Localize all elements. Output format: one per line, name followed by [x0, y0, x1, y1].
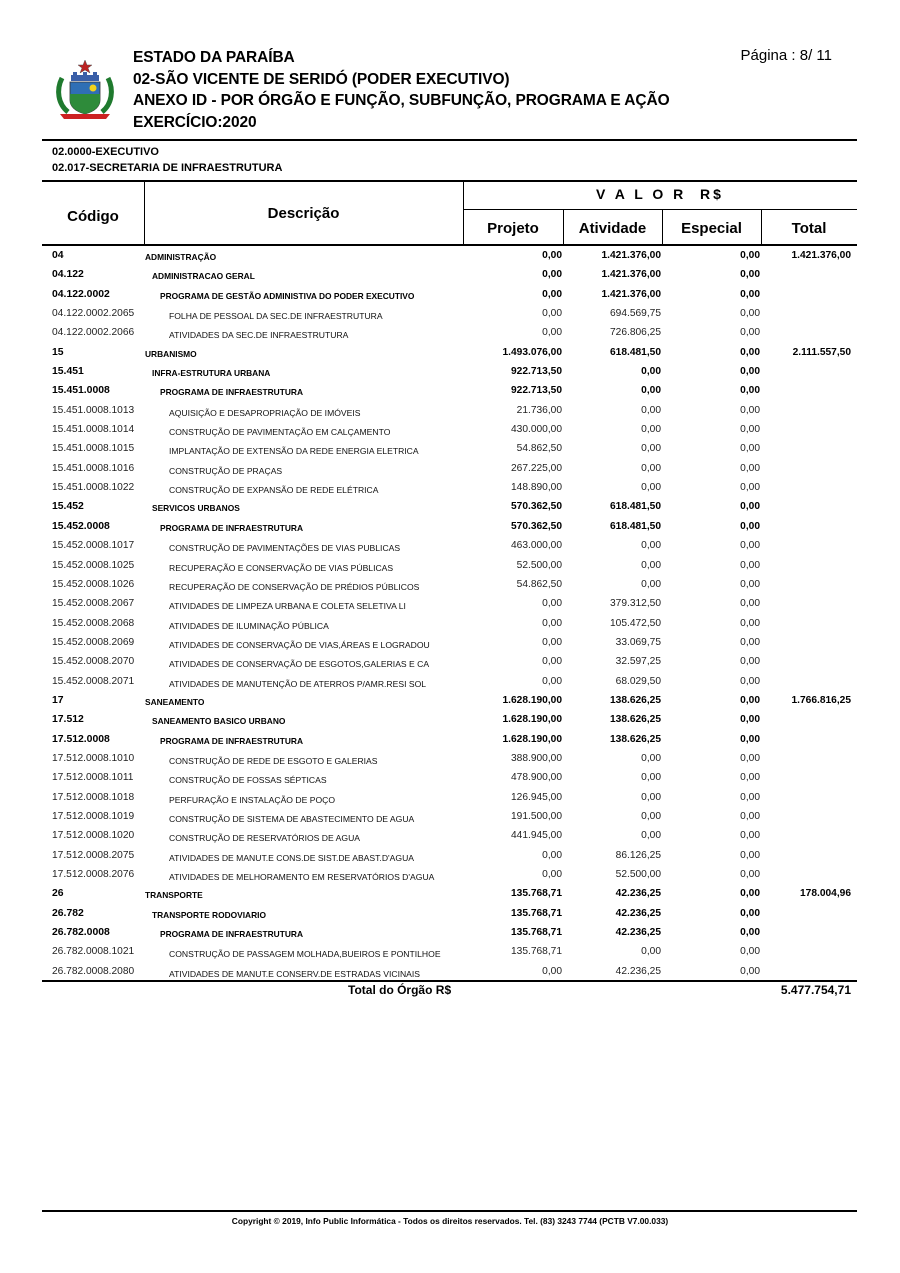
row-code: 04.122.0002.2066: [52, 327, 135, 339]
row-especial: 0,00: [740, 559, 760, 571]
report-title: ANEXO ID - POR ÓRGÃO E FUNÇÃO, SUBFUNÇÃO, PROGRAMA E AÇÃO: [133, 92, 670, 109]
row-atividade: 0,00: [641, 404, 661, 416]
table-row: [42, 750, 857, 769]
table-row: [42, 498, 857, 517]
row-description: ATIVIDADES DE MANUT.E CONSERV.DE ESTRADAS VICINAIS: [169, 968, 421, 979]
row-atividade: 0,00: [641, 366, 661, 378]
table-row: [42, 382, 857, 401]
row-description: ATIVIDADES DA SEC.DE INFRAESTRUTURA: [169, 330, 349, 341]
table-row: [42, 885, 857, 904]
header-valor: V A L O R R$: [596, 186, 724, 202]
row-projeto: 135.768,71: [511, 888, 562, 900]
row-code: 15.451.0008.1013: [52, 404, 135, 416]
row-total: 1.766.816,25: [791, 694, 851, 706]
row-projeto: 0,00: [542, 308, 562, 320]
row-especial: 0,00: [740, 482, 760, 494]
table-row: [42, 595, 857, 614]
table-row: [42, 615, 857, 634]
table-row: [42, 460, 857, 479]
row-atividade: 1.421.376,00: [601, 250, 661, 261]
row-description: ATIVIDADES DE CONSERVAÇÃO DE VIAS,ÁREAS E LOGRADOU: [169, 639, 430, 650]
row-projeto: 0,00: [542, 636, 562, 648]
row-code: 26.782.0008.2080: [52, 965, 135, 977]
row-description: CONSTRUÇÃO DE PRAÇAS: [169, 465, 283, 476]
row-code: 15.451.0008.1015: [52, 443, 135, 455]
table-row: [42, 537, 857, 556]
row-description: SANEAMENTO: [145, 696, 205, 707]
row-projeto: 388.900,00: [511, 752, 562, 764]
row-description: RECUPERAÇÃO DE CONSERVAÇÃO DE PRÉDIOS PÚBLICOS: [169, 581, 420, 592]
row-especial: 0,00: [740, 714, 760, 726]
row-atividade: 0,00: [641, 559, 661, 571]
row-atividade: 0,00: [641, 385, 661, 397]
table-row: [42, 247, 857, 266]
state-name: ESTADO DA PARAÍBA: [133, 49, 295, 66]
row-especial: 0,00: [740, 288, 760, 300]
row-description: ATIVIDADES DE ILUMINAÇÃO PÚBLICA: [169, 620, 329, 631]
row-projeto: 148.890,00: [511, 482, 562, 494]
row-projeto: 0,00: [542, 327, 562, 339]
table-body: [42, 247, 857, 982]
row-atividade: 68.029,50: [615, 675, 661, 687]
table-row: [42, 673, 857, 692]
row-atividade: 618.481,50: [610, 346, 661, 358]
row-description: FOLHA DE PESSOAL DA SEC.DE INFRAESTRUTURA: [169, 311, 383, 322]
coat-of-arms-logo: [54, 58, 116, 122]
table-header-bottom-border: [42, 244, 857, 246]
valor-divider: [463, 209, 857, 210]
row-especial: 0,00: [740, 269, 760, 281]
row-especial: 0,00: [740, 888, 760, 900]
row-description: ADMINISTRAÇÃO: [145, 252, 217, 262]
table-row: [42, 905, 857, 924]
row-projeto: 0,00: [542, 849, 562, 861]
row-atividade: 726.806,25: [610, 327, 661, 339]
row-especial: 0,00: [740, 869, 760, 880]
row-atividade: 138.626,25: [610, 714, 661, 726]
table-row: [42, 402, 857, 421]
row-description: CONSTRUÇÃO DE FOSSAS SÉPTICAS: [169, 775, 327, 786]
row-atividade: 0,00: [641, 810, 661, 822]
row-code: 15.452: [52, 501, 84, 513]
table-row: [42, 789, 857, 808]
row-atividade: 694.569,75: [610, 308, 661, 320]
row-description: TRANSPORTE: [145, 890, 203, 901]
row-projeto: 0,00: [542, 675, 562, 687]
row-projeto: 0,00: [542, 598, 562, 610]
row-description: PROGRAMA DE INFRAESTRUTURA: [160, 735, 303, 746]
row-code: 26.782.0008.1021: [52, 946, 135, 958]
row-especial: 0,00: [740, 656, 760, 668]
row-projeto: 135.768,71: [511, 907, 562, 919]
row-projeto: 126.945,00: [511, 791, 562, 803]
row-code: 17.512.0008: [52, 733, 110, 745]
organ-total-label: Total do Órgão R$: [348, 983, 452, 997]
row-code: 15.452.0008.1017: [52, 540, 135, 552]
header-projeto: Projeto: [487, 220, 539, 237]
organ-total-row: [42, 982, 857, 1000]
table-row: [42, 266, 857, 285]
row-projeto: 570.362,50: [511, 501, 562, 513]
header-descricao: Descrição: [267, 205, 340, 222]
row-description: PROGRAMA DE INFRAESTRUTURA: [160, 522, 303, 533]
row-description: CONSTRUÇÃO DE EXPANSÃO DE REDE ELÉTRICA: [169, 485, 379, 496]
row-code: 17.512.0008.2075: [52, 849, 135, 861]
row-atividade: 32.597,25: [615, 656, 661, 668]
row-projeto: 463.000,00: [511, 540, 562, 552]
table-row: [42, 808, 857, 827]
row-especial: 0,00: [740, 946, 760, 958]
row-description: CONSTRUÇÃO DE PAVIMENTAÇÃO EM CALÇAMENTO: [169, 427, 391, 438]
row-description: ATIVIDADES DE CONSERVAÇÃO DE ESGOTOS,GALERIAS E CA: [169, 659, 430, 670]
row-especial: 0,00: [740, 675, 760, 687]
row-atividade: 0,00: [641, 443, 661, 455]
fiscal-year: EXERCÍCIO:2020: [133, 113, 257, 131]
row-description: ATIVIDADES DE MANUT.E CONS.DE SIST.DE ABAST.D'AGUA: [169, 852, 415, 863]
row-code: 15.451.0008.1016: [52, 462, 135, 474]
row-especial: 0,00: [740, 501, 760, 513]
row-description: PROGRAMA DE INFRAESTRUTURA: [160, 387, 303, 398]
row-code: 15.452.0008: [52, 520, 110, 532]
organ-line-1: 02.0000-EXECUTIVO: [52, 146, 159, 158]
row-code: 15.452.0008.2069: [52, 636, 135, 648]
row-projeto: 1.628.190,00: [502, 694, 562, 706]
table-row: [42, 286, 857, 305]
row-atividade: 0,00: [641, 462, 661, 474]
row-code: 15.451.0008: [52, 385, 110, 397]
row-code: 26.782: [52, 907, 84, 919]
row-especial: 0,00: [740, 366, 760, 378]
row-description: AQUISIÇÃO E DESAPROPRIAÇÃO DE IMÓVEIS: [169, 407, 361, 418]
row-description: INFRA-ESTRUTURA URBANA: [152, 368, 271, 379]
row-code: 15.452.0008.2071: [52, 675, 135, 687]
row-description: PERFURAÇÃO E INSTALAÇÃO DE POÇO: [169, 794, 336, 805]
row-description: CONSTRUÇÃO DE REDE DE ESGOTO E GALERIAS: [169, 755, 378, 766]
row-code: 26: [52, 888, 64, 900]
table-row: [42, 769, 857, 788]
table-top-border: [42, 180, 857, 182]
row-description: ATIVIDADES DE MELHORAMENTO EM RESERVATÓRIOS D'AGUA: [169, 872, 435, 882]
row-especial: 0,00: [740, 250, 760, 261]
row-atividade: 86.126,25: [615, 849, 661, 861]
row-atividade: 0,00: [641, 946, 661, 958]
row-especial: 0,00: [740, 752, 760, 764]
row-code: 17.512.0008.1019: [52, 810, 135, 822]
table-row: [42, 479, 857, 498]
row-description: CONSTRUÇÃO DE PASSAGEM MOLHADA,BUEIROS E PONTILHOE: [169, 949, 441, 960]
coat-of-arms-icon: [54, 58, 116, 122]
row-atividade: 138.626,25: [610, 694, 661, 706]
row-code: 17.512.0008.1010: [52, 752, 135, 764]
organ-total-value: 5.477.754,71: [780, 983, 851, 997]
row-description: ADMINISTRACAO GERAL: [152, 271, 255, 282]
row-especial: 0,00: [740, 424, 760, 436]
row-especial: 0,00: [740, 733, 760, 745]
row-total: 1.421.376,00: [791, 250, 851, 261]
row-atividade: 1.421.376,00: [601, 288, 661, 300]
row-especial: 0,00: [740, 810, 760, 822]
row-description: CONSTRUÇÃO DE SISTEMA DE ABASTECIMENTO DE AGUA: [169, 813, 415, 824]
row-code: 17.512.0008.1020: [52, 830, 135, 842]
row-especial: 0,00: [740, 636, 760, 648]
row-projeto: 0,00: [542, 656, 562, 668]
header-codigo: Código: [67, 208, 119, 225]
table-row: [42, 943, 857, 962]
header-divider: [42, 139, 857, 141]
row-projeto: 922.713,50: [511, 385, 562, 397]
row-especial: 0,00: [740, 520, 760, 532]
row-atividade: 42.236,25: [615, 927, 661, 939]
row-atividade: 105.472,50: [610, 617, 661, 629]
row-code: 15.452.0008.1026: [52, 578, 135, 590]
table-row: [42, 653, 857, 672]
report-header: [133, 47, 670, 133]
row-atividade: 42.236,25: [615, 888, 661, 900]
header-especial: Especial: [681, 220, 742, 237]
table-row: [42, 363, 857, 382]
table-row: [42, 692, 857, 711]
row-atividade: 0,00: [641, 578, 661, 590]
row-projeto: 135.768,71: [511, 946, 562, 958]
row-code: 17.512.0008.1018: [52, 791, 135, 803]
organ-info: [52, 144, 282, 176]
row-especial: 0,00: [740, 327, 760, 339]
row-especial: 0,00: [740, 462, 760, 474]
row-description: URBANISMO: [145, 348, 197, 359]
table-row: [42, 827, 857, 846]
row-atividade: 0,00: [641, 830, 661, 842]
row-atividade: 138.626,25: [610, 733, 661, 745]
row-atividade: 52.500,00: [615, 869, 661, 880]
row-projeto: 21.736,00: [516, 404, 562, 416]
row-description: SANEAMENTO BASICO URBANO: [152, 716, 286, 727]
row-code: 15.451.0008.1022: [52, 482, 135, 494]
row-description: RECUPERAÇÃO E CONSERVAÇÃO DE VIAS PÚBLICAS: [169, 562, 394, 573]
row-projeto: 430.000,00: [511, 424, 562, 436]
table-row: [42, 344, 857, 363]
row-projeto: 191.500,00: [511, 810, 562, 822]
table-row: [42, 576, 857, 595]
row-code: 15.452.0008.2067: [52, 598, 135, 610]
row-especial: 0,00: [740, 308, 760, 320]
header-atividade: Atividade: [578, 220, 647, 237]
row-projeto: 267.225,00: [511, 462, 562, 474]
row-especial: 0,00: [740, 694, 760, 706]
row-especial: 0,00: [740, 346, 760, 358]
table-row: [42, 324, 857, 343]
table-row: [42, 924, 857, 943]
row-description: CONSTRUÇÃO DE RESERVATÓRIOS DE AGUA: [169, 833, 361, 844]
row-projeto: 54.862,50: [516, 578, 562, 590]
row-code: 15: [52, 346, 64, 358]
row-projeto: 478.900,00: [511, 772, 562, 784]
row-projeto: 1.628.190,00: [502, 714, 562, 726]
copyright-footer: Copyright © 2019, Info Public Informática - Todos os direitos reservados. Tel. (83) 3243 7744 (PCTB V7.00.033): [231, 1216, 669, 1226]
row-code: 26.782.0008: [52, 927, 110, 939]
row-especial: 0,00: [740, 849, 760, 861]
row-projeto: 52.500,00: [516, 559, 562, 571]
row-especial: 0,00: [740, 772, 760, 784]
header-total: Total: [791, 220, 827, 237]
row-especial: 0,00: [740, 830, 760, 842]
row-code: 04.122.0002: [52, 288, 110, 300]
row-especial: 0,00: [740, 540, 760, 552]
row-code: 04.122: [52, 269, 84, 281]
row-atividade: 1.421.376,00: [601, 269, 661, 281]
table-row: [42, 866, 857, 885]
row-especial: 0,00: [740, 927, 760, 939]
row-total: 178.004,96: [800, 888, 851, 900]
row-code: 04.122.0002.2065: [52, 308, 135, 320]
row-code: 15.452.0008.2068: [52, 617, 135, 629]
row-description: PROGRAMA DE GESTÃO ADMINISTIVA DO PODER EXECUTIVO: [160, 290, 415, 301]
row-description: IMPLANTAÇÃO DE EXTENSÃO DA REDE ENERGIA ELETRICA: [169, 446, 419, 457]
row-projeto: 570.362,50: [511, 520, 562, 532]
row-especial: 0,00: [740, 617, 760, 629]
row-code: 04: [52, 250, 64, 261]
row-especial: 0,00: [740, 907, 760, 919]
row-description: PROGRAMA DE INFRAESTRUTURA: [160, 929, 303, 940]
row-atividade: 0,00: [641, 482, 661, 494]
row-projeto: 0,00: [542, 269, 562, 281]
row-description: TRANSPORTE RODOVIARIO: [152, 909, 266, 920]
row-projeto: 0,00: [542, 869, 562, 880]
footer-divider: [42, 1210, 857, 1212]
row-code: 17: [52, 694, 64, 706]
row-atividade: 0,00: [641, 424, 661, 436]
row-code: 15.451: [52, 366, 84, 378]
row-atividade: 618.481,50: [610, 501, 661, 513]
row-especial: 0,00: [740, 578, 760, 590]
row-description: ATIVIDADES DE LIMPEZA URBANA E COLETA SELETIVA LI: [169, 601, 406, 612]
row-description: ATIVIDADES DE MANUTENÇÃO DE ATERROS P/AMR.RESI SOL: [169, 678, 427, 689]
row-projeto: 1.493.076,00: [502, 346, 562, 358]
row-especial: 0,00: [740, 965, 760, 977]
table-row: [42, 731, 857, 750]
row-especial: 0,00: [740, 791, 760, 803]
row-atividade: 42.236,25: [615, 965, 661, 977]
table-row: [42, 421, 857, 440]
row-projeto: 0,00: [542, 965, 562, 977]
row-atividade: 0,00: [641, 540, 661, 552]
organ-line-2: 02.017-SECRETARIA DE INFRAESTRUTURA: [52, 162, 283, 174]
row-projeto: 0,00: [542, 288, 562, 300]
row-atividade: 618.481,50: [610, 520, 661, 532]
table-row: [42, 440, 857, 459]
row-especial: 0,00: [740, 443, 760, 455]
row-projeto: 135.768,71: [511, 927, 562, 939]
entity-name: 02-SÃO VICENTE DE SERIDÓ (PODER EXECUTIVO): [133, 70, 510, 88]
row-code: 17.512.0008.1011: [52, 772, 134, 784]
row-code: 15.452.0008.1025: [52, 559, 135, 571]
row-code: 17.512: [52, 714, 84, 726]
row-especial: 0,00: [740, 404, 760, 416]
row-especial: 0,00: [740, 385, 760, 397]
row-total: 2.111.557,50: [792, 346, 851, 358]
row-code: 17.512.0008.2076: [52, 869, 135, 880]
row-projeto: 1.628.190,00: [502, 733, 562, 745]
page-number: Página : 8/ 11: [740, 47, 832, 64]
row-projeto: 0,00: [542, 617, 562, 629]
table-row: [42, 518, 857, 537]
table-row: [42, 557, 857, 576]
row-atividade: 42.236,25: [615, 907, 661, 919]
row-description: CONSTRUÇÃO DE PAVIMENTAÇÕES DE VIAS PUBLICAS: [169, 543, 401, 554]
table-row: [42, 711, 857, 730]
row-projeto: 441.945,00: [511, 830, 562, 842]
table-header: [42, 181, 857, 245]
row-atividade: 0,00: [641, 791, 661, 803]
table-row: [42, 847, 857, 866]
row-description: SERVICOS URBANOS: [152, 503, 240, 514]
table-row: [42, 634, 857, 653]
row-atividade: 0,00: [641, 752, 661, 764]
row-atividade: 0,00: [641, 772, 661, 784]
row-code: 15.452.0008.2070: [52, 656, 135, 668]
row-projeto: 922.713,50: [511, 366, 562, 378]
table-row: [42, 305, 857, 324]
row-atividade: 33.069,75: [615, 636, 661, 648]
row-projeto: 0,00: [542, 250, 562, 261]
row-projeto: 54.862,50: [516, 443, 562, 455]
row-code: 15.451.0008.1014: [52, 424, 135, 436]
row-atividade: 379.312,50: [610, 598, 661, 610]
row-especial: 0,00: [740, 598, 760, 610]
